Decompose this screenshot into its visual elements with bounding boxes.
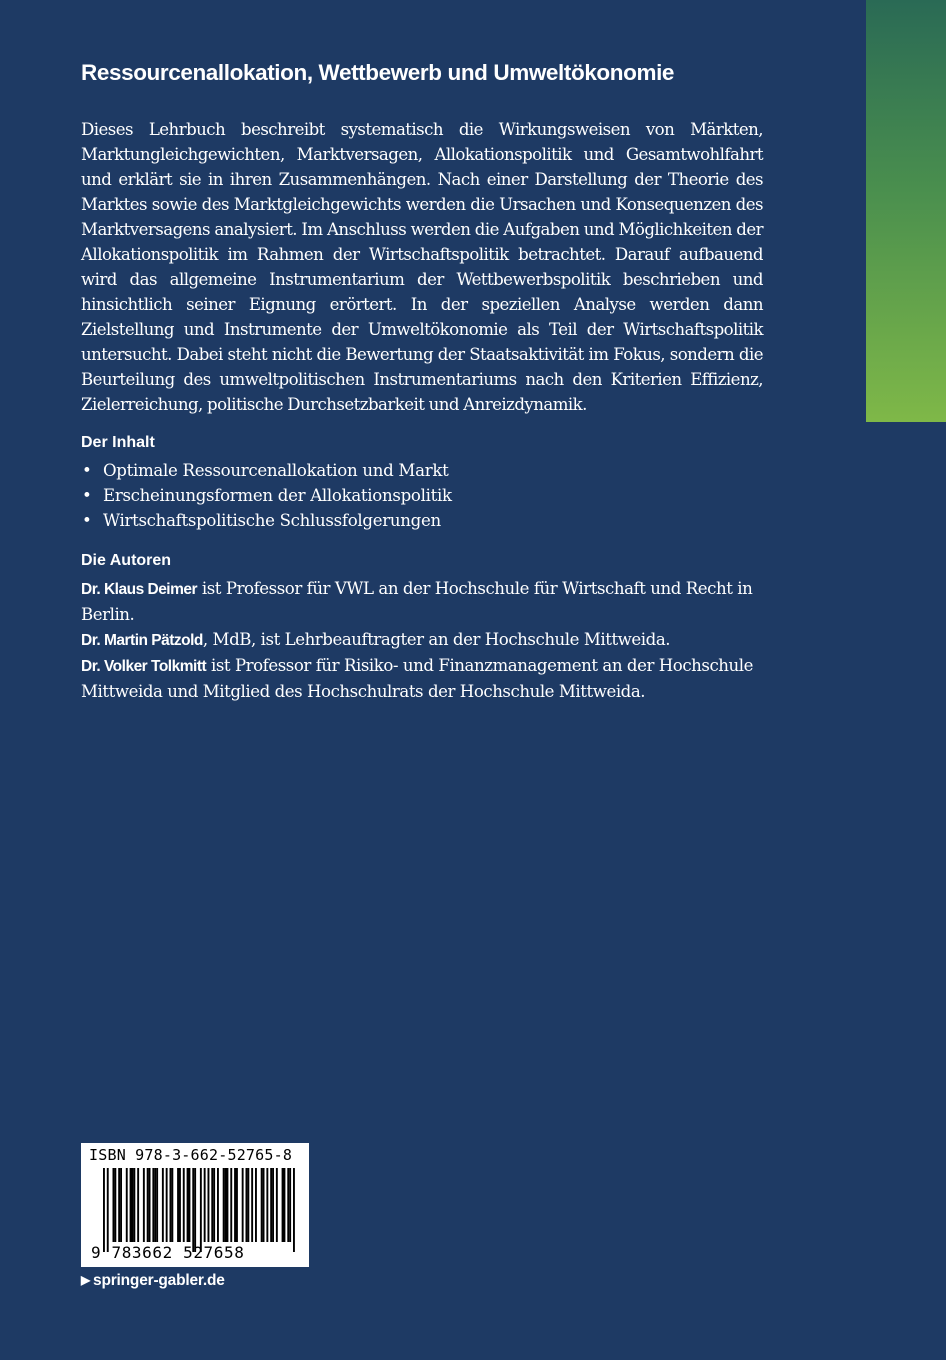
barcode-bar xyxy=(103,1168,105,1252)
green-accent-strip xyxy=(866,0,946,422)
barcode-bar xyxy=(137,1168,139,1242)
barcode-bar xyxy=(177,1168,179,1242)
author-name: Dr. Volker Tolkmitt xyxy=(81,658,207,675)
barcode-bar xyxy=(171,1168,173,1242)
barcode-bar xyxy=(170,1168,172,1242)
list-item xyxy=(81,458,781,483)
barcode-bar xyxy=(130,1168,132,1242)
barcode-bar xyxy=(154,1168,156,1242)
barcode-bar xyxy=(162,1168,164,1242)
book-description: Dieses Lehrbuch beschreibt systematisch die Wirkungsweisen von Märkten, Marktungleichgewichten, Marktversagen, Allokationspolitik und Gesamtwohlfahrt und erklärt sie in ihren Zusammenhängen. Nach einer Darstellung der Theorie des Marktes sowie des Marktgleichgewichts werden die Ursachen und Konsequenzen des Marktversagens analysiert. Im Anschluss werden die Aufgaben und Möglichkeiten der Allokationspolitik im Rahmen der Wirtschaftspolitik betrachtet. Darauf aufbauend wird das allgemeine Instrumentarium der Wettbewerbspolitik beschrieben und hinsichtlich seiner Eignung erörtert. In der speziellen Analyse werden dann Zielstellung und Instrumente der Umweltökonomie als Teil der Wirtschaftspolitik untersucht. Dabei steht nicht die Bewertung der Staatsaktivität im Fokus, sondern die Beurteilung des umweltpolitischen Instrumentariums nach den Kriterien Effizienz, Zielerreichung, politische Durchsetzbarkeit und Anreizdynamik. xyxy=(81,120,763,414)
barcode-bar xyxy=(247,1168,249,1242)
barcode-bar xyxy=(126,1168,128,1242)
author-bio: , MdB, ist Lehrbeauftragter an der Hochschule Mittweida. xyxy=(202,630,671,649)
barcode-bar xyxy=(234,1168,236,1242)
contents-list xyxy=(81,458,781,533)
barcode-bar xyxy=(120,1168,122,1242)
author-entry xyxy=(81,627,765,653)
barcode-bar xyxy=(266,1168,268,1242)
list-item xyxy=(81,508,781,533)
barcode-bar xyxy=(107,1168,109,1252)
barcode-bar xyxy=(133,1168,135,1242)
barcode-digits: 9 783662 527658 xyxy=(91,1243,245,1262)
bullet-icon: • xyxy=(82,511,92,530)
isbn-barcode xyxy=(81,1143,309,1267)
list-item xyxy=(81,483,781,508)
barcode-bar xyxy=(147,1168,149,1242)
arrow-right-icon: ▶ xyxy=(81,1273,91,1287)
barcode-bar xyxy=(293,1168,295,1252)
author-entry xyxy=(81,653,765,704)
barcode-bar xyxy=(225,1168,227,1242)
barcode-bar xyxy=(213,1168,215,1242)
website-url: springer-gabler.de xyxy=(93,1272,225,1289)
barcode-bar xyxy=(230,1168,232,1242)
barcode-bar xyxy=(143,1168,145,1242)
barcode-bar xyxy=(270,1168,272,1242)
barcode-bar xyxy=(152,1168,154,1242)
barcode-bar xyxy=(284,1168,286,1242)
barcode-bar xyxy=(211,1168,213,1242)
barcode-bar xyxy=(194,1168,196,1252)
isbn-label: ISBN 978-3-662-52765-8 xyxy=(89,1146,293,1164)
barcode-bar xyxy=(118,1168,120,1242)
author-name: Dr. Klaus Deimer xyxy=(81,581,198,598)
list-item-text: Optimale Ressourcenallokation und Markt xyxy=(103,461,449,480)
barcode-bar xyxy=(200,1168,202,1252)
bullet-icon: • xyxy=(82,461,92,480)
barcode-bar xyxy=(227,1168,229,1242)
authors-heading: Die Autoren xyxy=(81,552,172,569)
list-item-text: Wirtschaftspolitische Schlussfolgerungen xyxy=(103,511,441,530)
authors-section xyxy=(81,576,765,704)
barcode-bar xyxy=(189,1168,191,1242)
bullet-icon: • xyxy=(82,486,92,505)
barcode-bar xyxy=(192,1168,194,1252)
author-entry xyxy=(81,576,765,627)
barcode-bar xyxy=(223,1168,225,1242)
book-title: Ressourcenallokation, Wettbewerb und Umweltökonomie xyxy=(81,60,675,85)
barcode-bar xyxy=(242,1168,244,1242)
barcode-bar xyxy=(272,1168,274,1242)
barcode-bar xyxy=(282,1168,284,1242)
barcode-bar xyxy=(149,1168,151,1242)
barcode-bar xyxy=(166,1168,168,1242)
barcode-bar xyxy=(289,1168,291,1242)
barcode-bar xyxy=(114,1168,116,1242)
barcode-bar xyxy=(217,1168,219,1242)
contents-heading: Der Inhalt xyxy=(81,434,155,451)
barcode-bar xyxy=(246,1168,248,1242)
list-item-text: Erscheinungsformen der Allokationspolitik xyxy=(103,486,452,505)
website-link[interactable] xyxy=(81,1272,225,1290)
barcode-bar xyxy=(236,1168,238,1242)
barcode-bar xyxy=(204,1168,206,1242)
author-name: Dr. Martin Pätzold xyxy=(81,632,203,649)
barcode-bar xyxy=(113,1168,115,1242)
author-bio: ist Professor für Risiko- und Finanzmanagement an der Hochschule Mittweida und Mitglied des Hochschulrats der Hochschule Mittweida. xyxy=(81,656,754,701)
barcode-bar xyxy=(208,1168,210,1242)
barcode-bar xyxy=(187,1168,189,1242)
barcode-bar xyxy=(179,1168,181,1242)
author-bio: ist Professor für VWL an der Hochschule für Wirtschaft und Recht in Berlin. xyxy=(81,579,753,624)
barcode-bar xyxy=(276,1168,278,1242)
barcode-bar xyxy=(156,1168,158,1242)
barcode-bar xyxy=(263,1168,265,1242)
barcode-bar xyxy=(183,1168,185,1242)
barcode-bar xyxy=(132,1168,134,1242)
barcode-bar xyxy=(255,1168,257,1242)
barcode-bar xyxy=(261,1168,263,1242)
barcode-bar xyxy=(287,1168,289,1242)
barcode-bar xyxy=(251,1168,253,1242)
